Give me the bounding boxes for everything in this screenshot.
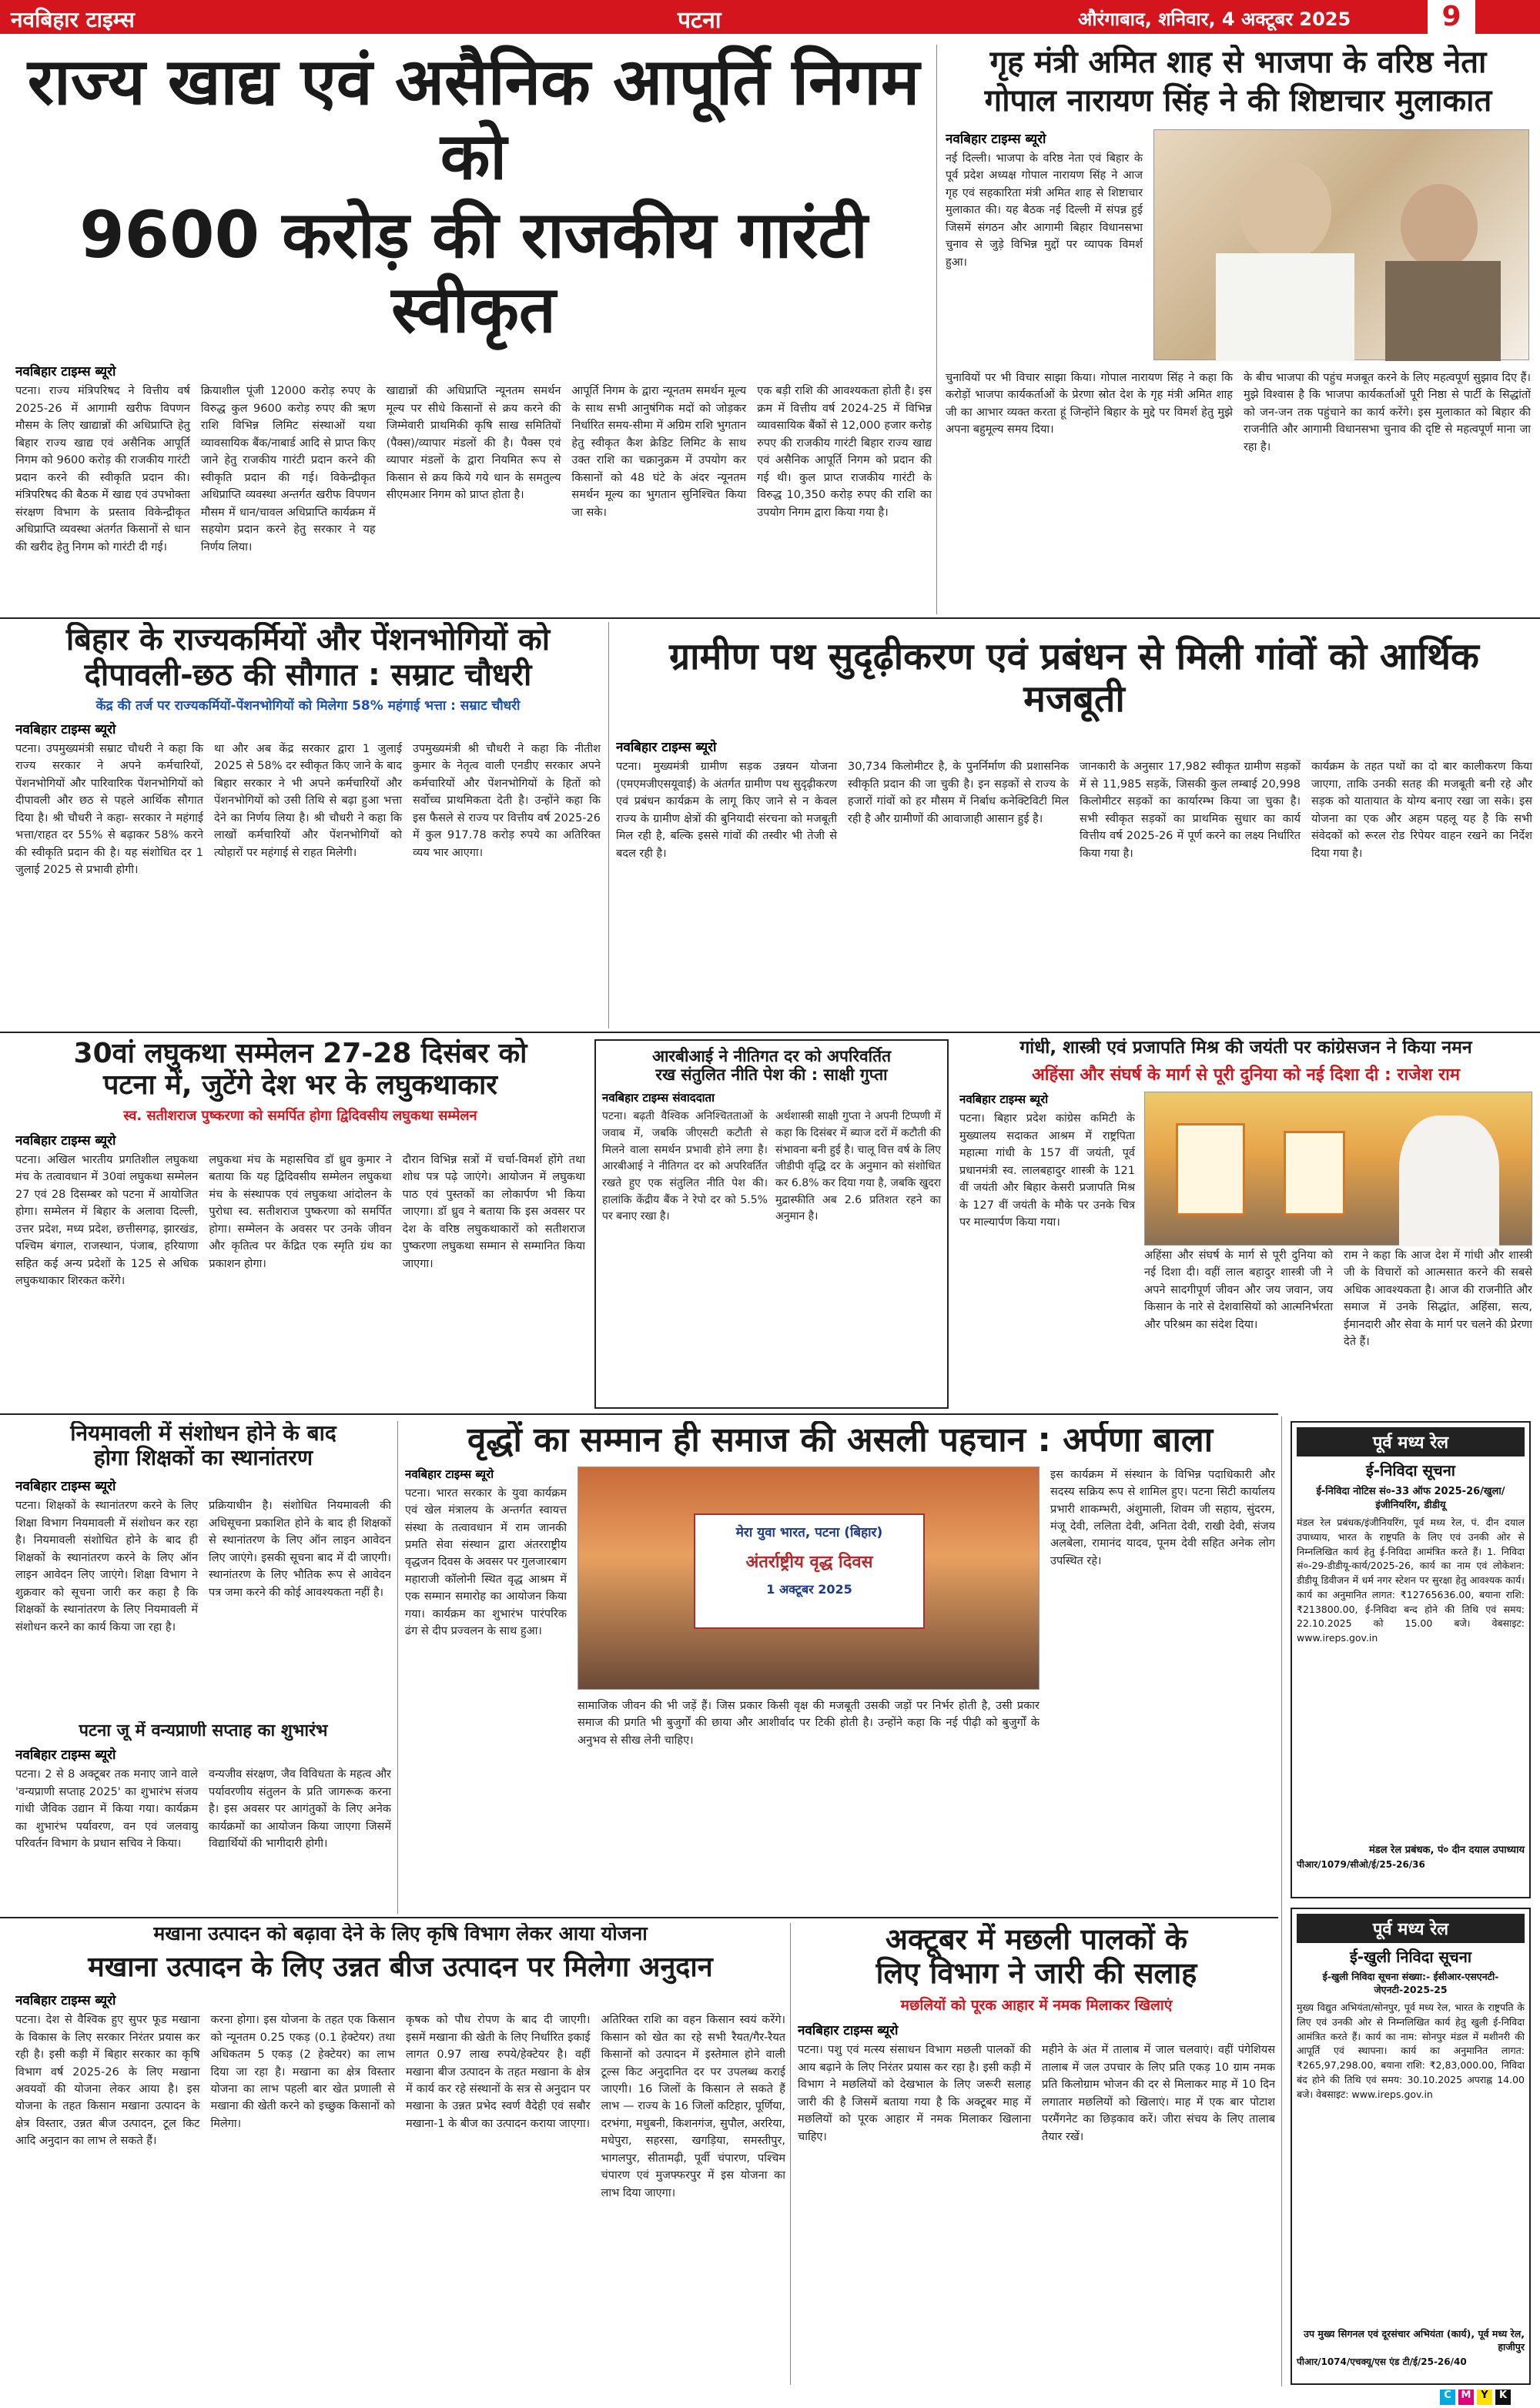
makhana-story bbox=[15, 1923, 785, 2385]
notice-body: मुख्य विद्युत अभियंता/सोनपुर, पूर्व मध्य रेल, भारत के राष्ट्रपति के लिए एवं उनकी ओर से निम्नलिखित कार्य हेतु खुली ई-निविदा आमंत्रित करते हैं। कार्य का नाम: सोनपुर मंडल में मशीनरी की आपूर्ति एवं स्थापना। कार्य का अनुमानित लागत: ₹265,97,298.00, बयाना राशि: ₹2,83,000.00, निविदा बंद होने की तिथि एवं समय: 30.10.2025 अपराह्न 14.00 बजे। वेबसाइट: www.ireps.gov.in bbox=[1297, 2002, 1525, 2100]
notice-railway-name: पूर्व मध्य रेल bbox=[1297, 1914, 1525, 1943]
rural-roads-headline: ग्रामीण पथ सुदृढ़ीकरण एवं प्रबंधन से मिली गांवों को आर्थिक मजबूती bbox=[669, 635, 1479, 721]
article-column: पटना। बिहार प्रदेश कांग्रेस कमिटी के मुख्यालय सदाकत आश्रम में राष्ट्रपिता महात्मा गांधी के 157 वीं जयंती, पूर्व प्रधानमंत्री स्व. लालबहादुर शास्त्री के 121 वीं जयंती और बिहार केसरी प्रजापति मिश्र के 127 वीं जयंती के मौके पर उनके चित्र पर माल्यार्पण किया गया। bbox=[959, 1112, 1135, 1229]
article-column: नई दिल्ली। भाजपा के वरिष्ठ नेता एवं बिहार के पूर्व प्रदेश अध्यक्ष गोपाल नारायण सिंह ने आज गृह एवं सहकारिता मंत्री अमित शाह से शिष्टाचार मुलाकात की। यह बैठक नई दिल्ली में संपन्न हुई जिसमें संगठन और आगामी बिहार विधानसभा चुनाव से जुड़े विभिन्न मुद्दों पर व्यापक विमर्श हुआ। bbox=[946, 152, 1143, 269]
diwali-story bbox=[15, 622, 601, 1028]
article-column: वन्यजीव संरक्षण, जैव विविधता के महत्व और पर्यावरणीय संतुलन के प्रति जागरूक करना है। इस अवसर पर आगंतुकों के लिए अनेक कार्यक्रमों का आयोजन किया जाएगा जिसमें विद्यार्थियों की भागीदारी होगी। bbox=[209, 1768, 391, 1851]
section-divider bbox=[0, 1413, 1278, 1415]
cmyk-yellow: Y bbox=[1477, 2390, 1492, 2405]
article-column: के बीच भाजपा की पहुंच मजबूत करने के लिए महत्वपूर्ण सुझाव दिए हैं। मुझे विश्वास है कि भाजपा कार्यकर्ताओं पूरी निष्ठा से पार्टी के सिद्धांतों को जन-जन तक पहुंचाने का कार्य करेंगे। इस मुलाकात को बिहार की राजनीति और आगामी विधानसभा चुनाव की दृष्टि से महत्वपूर्ण माना जा रहा है। bbox=[1244, 372, 1531, 453]
event-banner bbox=[694, 1513, 925, 1629]
makhana-headline-line2: मखाना उत्पादन के लिए उन्नत बीज उत्पादन पर मिलेगा अनुदान bbox=[88, 1951, 713, 1983]
column-divider bbox=[608, 622, 609, 1028]
meeting-photo bbox=[1153, 129, 1529, 360]
notice-signoff: मंडल रेल प्रबंधक, पं० दीन दयाल उपाध्याय bbox=[1368, 1844, 1525, 1856]
article-column: खाद्यान्नों की अधिप्राप्ति न्यूनतम समर्थन मूल्य पर सीधे किसानों से क्रय करने की जिम्मेवारी प्राथमिकी कृषि साख समितियों (पैक्स)/व्यापार मंडलों की है। पैक्स एवं व्यापार मंडलों के द्वारा नियमित रूप से किसान से क्रय किये गये धान के समतुल्य सीएमआर निगम को प्राप्त होता है। bbox=[386, 385, 561, 502]
article-column: चुनावियों पर भी विचार साझा किया। गोपाल नारायण सिंह ने कहा कि करोड़ों भाजपा कार्यकर्ताओं के प्रेरणा स्रोत देश के गृह मंत्री अमित शाह जी का आभार व्यक्त करता हूं जिन्होंने बिहार के मुद्दे पर विमर्श हेतु मुझे अपना बहुमूल्य समय दिया। bbox=[946, 372, 1233, 436]
zoo-story bbox=[15, 1721, 391, 1914]
section-divider bbox=[0, 1917, 1278, 1918]
rbi-story bbox=[594, 1039, 949, 1409]
laghukatha-headline-line1: 30वां लघुकथा सम्मेलन 27-28 दिसंबर को bbox=[73, 1038, 527, 1069]
cmyk-magenta: M bbox=[1458, 2390, 1474, 2405]
laghukatha-story bbox=[15, 1038, 585, 1409]
notice-railway-name: पूर्व मध्य रेल bbox=[1297, 1427, 1525, 1457]
article-column: पटना। मुख्यमंत्री ग्रामीण सड़क उन्नयन योजना (एमएमजीएसयूवाई) के अंतर्गत ग्रामीण पथ सुदृढ़ीकरण एवं प्रबंधन कार्यक्रम के लागू किए जाने से न केवल राज्य के ग्रामीण क्षेत्रों की बुनियादी संरचना को मजबूती मिल रही है, बल्कि इससे गांवों की तस्वीर भी तेजी से बदल रही है। bbox=[616, 761, 837, 860]
byline: नवबिहार टाइम्स ब्यूरो bbox=[798, 2023, 899, 2039]
article-column: पटना। 2 से 8 अक्टूबर तक मनाए जाने वाले 'वन्यप्राणी सप्ताह 2025' का शुभारंभ संजय गांधी जैविक उद्यान में किया गया। कार्यक्रम का शुभारंभ पर्यावरण, वन एवं जलवायु परिवर्तन विभाग के प्रधान सचिव ने किया। bbox=[15, 1768, 198, 1851]
article-column: 30,734 किलोमीटर है, के पुनर्निर्माण की प्रशासनिक स्वीकृति प्रदान की जा चुकी है। इन सड़कों से राज्य के हजारों गांवों को हर मौसम में निर्बाध कनेक्टिविटी मिल रही है और ग्रामीणों की आवाजाही आसान हुई है। bbox=[848, 761, 1069, 825]
lead-story bbox=[15, 45, 932, 614]
rbi-headline-line1: आरबीआई ने नीतिगत दर को अपरिवर्तित bbox=[651, 1047, 892, 1065]
elders-story bbox=[405, 1421, 1275, 1914]
article-column: क्रियाशील पूंजी 12000 करोड़ रुपए के विरुद्ध कुल 9600 करोड़ रुपए की ऋण राशि विभिन्न लिमिट संस्थाओं यथा व्यावसायिक बैंक/नाबार्ड आदि से प्राप्त किए जाने हेतु राजकीय गारंटी प्रदान करने की स्वीकृति प्रदान की गई। विकेन्द्रीकृत अधिप्राप्ति व्यवस्था अन्तर्गत खरीफ विपणन मौसम में धान/चावल अधिप्राप्ति कार्यक्रम में सहयोग प्रदान करने हेतु सरकार ने यह निर्णय लिया। bbox=[200, 385, 376, 554]
article-column: कृषक को पौध रोपण के बाद दी जाएगी। इसमें मखाना की खेती के लिए निर्धारित इकाई लागत 0.97 लाख रुपये/हेक्टेयर है। वहीं मखाना बीज उत्पादन के तहत मखाना के क्षेत्र में कार्य कर रहे संस्थानों के सत्र से अनुदान पर मखाना के उन्नत प्रभेद स्वर्ण वैदेही एवं सबौर मखाना-1 के बीज का उत्पादन कराया जाएगा। bbox=[406, 2014, 591, 2130]
byline: नवबिहार टाइम्स ब्यूरो bbox=[15, 1993, 116, 2009]
article-column: जानकारी के अनुसार 17,982 स्वीकृत ग्रामीण सड़कों में से 11,985 सड़कें, जिसकी कुल लम्बाई 20,998 किलोमीटर सड़कों का कार्यारम्भ किया जा चुका है। सभी स्वीकृत सड़कों का प्राथमिक सुधार का कार्य वित्तीय वर्ष 2025-26 में पूर्ण करने का लक्ष्य निर्धारित किया गया है। bbox=[1080, 761, 1301, 860]
article-column: एक बड़ी राशि की आवश्यकता होती है। इस क्रम में वित्तीय वर्ष 2024-25 में विभिन्न व्यावसायिक बैंकों से 12,000 हजार करोड़ रुपए की राजकीय गारंटी बिहार राज्य खाद्य एवं असैनिक आपूर्ति निगम को प्रदान की गई थी। कुल प्राप्त राजकीय गारंटी के विरुद्ध 10,350 करोड़ रुपए की राशि का उपयोग निगम द्वारा किया गया है। bbox=[757, 385, 932, 519]
article-column: प्रक्रियाधीन है। संशोधित नियमावली की अधिसूचना प्रकाशित होने के बाद ही शिक्षकों से स्थानांतरण के लिए ऑन लाइन आवेदन लिए जाएंगे। इसकी सूचना बाद में दी जाएगी। स्थानांतरण के लिए भौतिक रूप से आवेदन पत्र जमा करने की कोई आवश्यकता नहीं है। bbox=[209, 1500, 391, 1599]
article-column: पटना। अखिल भारतीय प्रगतिशील लघुकथा मंच के तत्वावधान में 30वां लघुकथा सम्मेलन 27 एवं 28 दिसम्बर को पटना में आयोजित होगा। सम्मेलन में बिहार के अलावा दिल्ली, उत्तर प्रदेश, मध्य प्रदेश, छत्तीसगढ़, झारखंड, पश्चिम बंगाल, राजस्थान, पंजाब, हरियाणा सहित कई अन्य प्रदेशों के 125 से अधिक लघुकथाकार शिरकत करेंगे। bbox=[15, 1153, 199, 1288]
cmyk-black: K bbox=[1495, 2390, 1511, 2405]
tender-notice-1 bbox=[1291, 1421, 1531, 1898]
notice-signoff: उप मुख्य सिगनल एवं दूरसंचार अभियंता (कार्य), पूर्व मध्य रेल, हाजीपुर bbox=[1304, 2328, 1525, 2353]
byline: नवबिहार टाइम्स ब्यूरो bbox=[946, 132, 1046, 147]
elders-headline: वृद्धों का सम्मान ही समाज की असली पहचान : अर्पणा बाला bbox=[467, 1421, 1214, 1460]
article-column: पटना। पशु एवं मत्स्य संसाधन विभाग मछली पालकों की आय बढ़ाने के लिए निरंतर प्रयास कर रहा है। इसी कड़ी में विभाग ने मछलियों को देखभाल के लिए जरूरी सलाह जारी की है जिसमें बताया गया है कि अक्टूबर माह में मछलियों को पूरक आहार में नमक मिलाकर खिलाना चाहिए। bbox=[798, 2044, 1031, 2143]
article-column: करना होगा। इस योजना के तहत एक किसान को न्यूनतम 0.25 एकड़ (0.1 हेक्टेयर) तथा अधिकतम 5 एकड़ (2 हेक्टेयर) का लाभ दिया जा रहा है। मखाना का क्षेत्र विस्तार योजना का लाभ पहली बार खेत प्रणाली से मखाना की खेती करने को इच्छुक किसानों को मिलेगा। bbox=[210, 2014, 395, 2130]
byline: नवबिहार टाइम्स ब्यूरो bbox=[15, 364, 116, 380]
fish-headline-line2: लिए विभाग ने जारी की सलाह bbox=[875, 1955, 1197, 1990]
article-column: अहिंसा और संघर्ष के मार्ग से पूरी दुनिया को नई दिशा दी। वहीं लाल बहादुर शास्त्री जी ने अपने सादगीपूर्ण जीवन और जय जवान, जय किसान के नारे से देशवासियों को आत्मनिर्भरता और परिश्रम का संदेश दिया। bbox=[1144, 1249, 1333, 1331]
dateline: औरंगाबाद, शनिवार, 4 अक्टूबर 2025 bbox=[1078, 8, 1351, 30]
notice-reference: ई-निविदा नोटिस सं०-33 ऑफ 2025-26/खुला/इंजीनियरिंग, डीडीयू bbox=[1316, 1486, 1505, 1511]
article-column: पटना। उपमुख्यमंत्री सम्राट चौधरी ने कहा कि राज्य सरकार ने अपने कर्मचारियों, पेंशनभोगियों और पारिवारिक पेंशनभोगियों को दीपावली और छठ से पहले आर्थिक सौगात दिया है। श्री चौधरी ने कहा- सरकार ने महंगाई भत्ता/राहत दर 55% से बढ़ाकर 58% करने की स्वीकृति प्रदान की है। यह संशोधित दर 1 जुलाई 2025 से प्रभावी होगी। bbox=[15, 743, 203, 877]
diwali-headline-line2: दीपावली-छठ की सौगात : सम्राट चौधरी bbox=[84, 657, 532, 693]
column-divider bbox=[1281, 1416, 1282, 2386]
cmyk-cyan: C bbox=[1440, 2390, 1455, 2405]
banner-line: 1 अक्टूबर 2025 bbox=[766, 1581, 852, 1597]
column-divider bbox=[397, 1421, 398, 1914]
article-column: पटना। बढ़ती वैश्विक अनिश्चितताओं के जवाब में, जबकि जीएसटी कटौती से मिलने वाला समर्थन प्रभावी होने लगा है। आरबीआई ने नीतिगत दर को अपरिवर्तित रखते हुए एक संतुलित नीति पेश की। हालांकि केंद्रीय बैंक ने रेपो दर को 5.5% पर बनाए रखा है। bbox=[602, 1110, 768, 1223]
column-divider bbox=[936, 45, 937, 614]
section-divider bbox=[0, 1032, 1540, 1033]
masthead-bar bbox=[0, 0, 1540, 34]
gandhi-subhead: अहिंसा और संघर्ष के मार्ग से पूरी दुनिया को नई दिशा दी : राजेश राम bbox=[1032, 1065, 1460, 1085]
article-column: लघुकथा मंच के महासचिव डॉ ध्रुव कुमार ने बताया कि यह द्विदिवसीय सम्मेलन लघुकथा मंच के संस्थापक एवं लघुकथा आंदोलन के पुरोधा स्व. सतीशराज पुष्करणा को समर्पित होगा। सम्मेलन के अवसर पर उनके जीवन और कृतित्व पर केंद्रित एक स्मृति ग्रंथ का प्रकाशन होगा। bbox=[209, 1153, 392, 1270]
byline: नवबिहार टाइम्स ब्यूरो bbox=[616, 740, 717, 756]
lead-headline-line2: 9600 करोड़ की राजकीय गारंटी स्वीकृत bbox=[79, 197, 868, 347]
article-column: आपूर्ति निगम के द्वारा न्यूनतम समर्थन मूल्य के साथ सभी आनुषंगिक मदों को जोड़कर निर्धारित समय-सीमा में अग्रिम राशि भुगतान हेतु स्वीकृत कैश क्रेडिट लिमिट के साथ उक्त राशि का चक्रानुक्रम में उपयोग कर किसानों को 48 घंटे के अंदर न्यूनतम समर्थन मूल्य का भुगतान सुनिश्चित किया जा सके। bbox=[571, 385, 747, 519]
article-column: दौरान विभिन्न सत्रों में चर्चा-विमर्श होंगे तथा शोध पत्र पढ़े जाएंगे। आयोजन में लघुकथा पाठ एवं पुस्तकों का लोकार्पण भी किया जाएगा। डॉ ध्रुव ने बताया कि इस अवसर पर देश के वरिष्ठ लघुकथाकारों को सतीशराज पुष्करणा लघुकथा सम्मान से सम्मानित किया जाएगा। bbox=[402, 1153, 585, 1270]
byline: नवबिहार टाइम्स ब्यूरो bbox=[15, 1747, 116, 1764]
lead-headline-line1: राज्य खाद्य एवं असैनिक आपूर्ति निगम को bbox=[27, 45, 920, 194]
registration-marks bbox=[1440, 2390, 1525, 2405]
notice-reference: ई-खुली निविदा सूचना संख्या:- ईसीआर-एसएनटी-जेएनटी-2025-25 bbox=[1322, 1971, 1499, 1995]
fish-subhead: मछलियों को पूरक आहार में नमक मिलाकर खिलाएं bbox=[900, 1997, 1173, 2015]
byline: नवबिहार टाइम्स संवाददाता bbox=[602, 1091, 715, 1105]
gandhi-headline: गांधी, शास्त्री एवं प्रजापति मिश्र की जयंती पर कांग्रेसजन ने किया नमन bbox=[1019, 1038, 1472, 1058]
article-column: अर्थशास्त्री साक्षी गुप्ता ने अपनी टिप्पणी में कहा कि दिसंबर में ब्याज दरों में कटौती की संभावना बनी हुई है। चालू वित्त वर्ष के लिए जीडीपी वृद्धि दर के अनुमान को संशोधित कर 6.8% कर दिया गया है, जबकि खुदरा मुद्रास्फीति अब 2.6 प्रतिशत रहने का अनुमान है। bbox=[775, 1110, 941, 1223]
byline: नवबिहार टाइम्स ब्यूरो bbox=[15, 722, 116, 737]
page-number-text: 9 bbox=[1441, 1, 1461, 32]
notice-code: पीआर/1074/एचक्यू/एस एंड टी/ई/25-26/40 bbox=[1297, 2356, 1467, 2367]
article-column: महीने के अंत में तालाब में जाल चलवाएं। वहीं पंगेशियस तालाब में जल उपचार के लिए प्रति एकड़ 10 ग्राम नमक प्रति किलोग्राम भोजन की दर से मिलाकर माह में 10 दिन लगातार मछलियों को खिलाएं। माह में एक बार पोटाश परमैंगनेट का छिड़काव करें। जीरा संचय के लिए तालाब तैयार रखें। bbox=[1042, 2044, 1275, 2143]
teachers-headline-line2: होगा शिक्षकों का स्थानांतरण bbox=[93, 1445, 313, 1471]
notice-title: ई-निविदा सूचना bbox=[1366, 1461, 1455, 1480]
article-column: पटना। देश से वैश्विक हुए सुपर फूड मखाना के विकास के लिए सरकार निरंतर प्रयास कर रही है। इसी कड़ी में बिहार सरकार का कृषि विभाग वर्ष 2025-26 के लिए मखाना अवयवों की योजना लेकर आया है। इस योजना के तहत किसान मखाना उत्पादन के क्षेत्र विस्तार, उन्नत बीज उत्पादन, टूल किट आदि अनुदान का लाभ ले सकते हैं। bbox=[15, 2014, 200, 2148]
byline: नवबिहार टाइम्स ब्यूरो bbox=[959, 1092, 1049, 1107]
notice-body: मंडल रेल प्रबंधक/इंजीनियरिंग, पूर्व मध्य रेल, पं. दीन दयाल उपाध्याय, भारत के राष्ट्रपति के लिए एवं उनकी ओर से निम्नलिखित कार्य हेतु ई-निविदा आमंत्रित करते हैं। 1. निविदा सं०-29-डीडीयू-कार्य/2025-26, कार्य का नाम एवं लोकेशन: डीडीयू डिवीजन में धर्म नगर स्टेशन पर सुरक्षा हेतु आवश्यक कार्य। कार्य का अनुमानित लागत: ₹12765636.00, बयाना राशि: ₹213800.00, ई-निविदा बन्द होने की तिथि एवं समय: 22.10.2025 को 15.00 बजे। वेबसाइट: www.ireps.gov.in bbox=[1297, 1517, 1525, 1644]
article-column: पटना। भारत सरकार के युवा कार्यक्रम एवं खेल मंत्रालय के अन्तर्गत स्वायत्त संस्था के तत्वावधान में राम जानकी प्रमति सेवा संस्थान द्वारा अंतरराष्ट्रीय वृद्धजन दिवस के अवसर पर गुलजारबाग महाराजी कॉलोनी स्थित वृद्ध आश्रम में एक सम्मान समारोह का आयोजन किया गया। कार्यक्रम का शुभारंभ पारंपरिक ढंग से दीप प्रज्वलन के साथ हुआ। bbox=[405, 1487, 567, 1638]
notice-title: ई-खुली निविदा सूचना bbox=[1349, 1948, 1472, 1966]
section-label: पटना bbox=[678, 7, 721, 34]
byline: नवबिहार टाइम्स ब्यूरो bbox=[15, 1132, 116, 1149]
amit-shah-headline-line1: गृह मंत्री अमित शाह से भाजपा के वरिष्ठ नेता bbox=[989, 45, 1487, 80]
article-column: था और अब केंद्र सरकार द्वारा 1 जुलाई 2025 से 58% दर स्वीकृत किए जाने के बाद बिहार सरकार ने भी अपने कर्मचारियों और पेंशनभोगियों को उसी तिथि से बढ़ा हुआ भत्ता देने का निर्णय लिया है। श्री चौधरी ने कहा कि लाखों कर्मचारियों और पेंशनभोगियों को त्योहारों पर महंगाई से राहत मिलेगी। bbox=[214, 743, 402, 859]
teachers-story bbox=[15, 1421, 391, 1714]
makhana-headline-line1: मखाना उत्पादन को बढ़ावा देने के लिए कृषि विभाग लेकर आया योजना bbox=[153, 1923, 648, 1945]
elders-photo bbox=[578, 1467, 1040, 1690]
laghukatha-subhead: स्व. सतीशराज पुष्करणा को समर्पित होगा द्विदिवसीय लघुकथा सम्मेलन bbox=[123, 1107, 477, 1124]
rbi-headline-line2: रख संतुलित नीति पेश की : साक्षी गुप्ता bbox=[655, 1065, 888, 1085]
paper-name: नवबिहार टाइम्स bbox=[11, 7, 135, 32]
page-number bbox=[1428, 0, 1475, 34]
diwali-headline-line1: बिहार के राज्यकर्मियों और पेंशनभोगियों को bbox=[65, 622, 551, 657]
fish-headline-line1: अक्टूबर में मछली पालकों के bbox=[885, 1923, 1188, 1956]
article-column: सामाजिक जीवन की भी जड़ें हैं। जिस प्रकार किसी वृक्ष की मजबूती उसकी जड़ों पर निर्भर होती है, उसी प्रकार समाज की प्रगति भी बुजुर्गों की छाया और आशीर्वाद पर टिकी होती है। उन्होंने कहा कि नई पीढ़ी को बुजुर्गों के अनुभव से सीख लेनी चाहिए। bbox=[578, 1699, 1040, 1747]
byline: नवबिहार टाइम्स ब्यूरो bbox=[15, 1479, 116, 1495]
laghukatha-headline-line2: पटना में, जुटेंगे देश भर के लघुकथाकार bbox=[102, 1069, 498, 1102]
amit-shah-headline-line2: गोपाल नारायण सिंह ने की शिष्टाचार मुलाकात bbox=[984, 83, 1492, 119]
article-column: राम ने कहा कि आज देश में गांधी और शास्त्री जी के विचारों को आत्मसात करने की सबसे अधिक आवश्यकता है। आज की राजनीति और समाज में उनके सिद्धांत, अहिंसा, सत्य, ईमानदारी और सेवा के मार्ग पर चलने की प्रेरणा देते हैं। bbox=[1344, 1249, 1532, 1349]
rural-roads-story bbox=[616, 622, 1532, 1028]
tribute-photo bbox=[1144, 1092, 1532, 1246]
teachers-headline-line1: नियमावली में संशोधन होने के बाद bbox=[70, 1421, 336, 1446]
amit-shah-story bbox=[946, 45, 1531, 614]
banner-line: अंतर्राष्ट्रीय वृद्ध दिवस bbox=[745, 1552, 873, 1572]
zoo-headline: पटना जू में वन्यप्राणी सप्ताह का शुभारंभ bbox=[79, 1721, 328, 1741]
section-divider bbox=[0, 617, 1540, 619]
article-column: अतिरिक्त राशि का वहन किसान स्वयं करेंगे। किसान को खेत का रहे सभी रैयत/गैर-रैयत किसानों को उत्पादन में इस्तेमाल होने वाली टूल्स किट अनुदानित दर पर उपलब्ध कराई जाएगी। 16 जिलों के किसान ले सकते हैं लाभ — राज्य के 16 जिलों कटिहार, पूर्णिया, दरभंगा, मधुबनी, किशनगंज, सुपौल, अररिया, मधेपुरा, सहरसा, खगड़िया, समस्तीपुर, भागलपुर, सीतामढ़ी, पूर्वी चंपारण, पश्चिम चंपारण एवं मुजफ्फरपुर में इस योजना का लाभ दिया जाएगा। bbox=[601, 2014, 785, 2199]
article-column: कार्यक्रम के तहत पथों का दो बार कालीकरण किया जाएगा, ताकि उनकी सतह की मजबूती बनी रहे और सड़क को यातायात के योग्य बनाए रखा जा सके। इस योजना का एक और अहम पहलू यह है कि सभी संवेदकों को रूरल रोड रिपेयर वाहन रखने का निर्देश दिया गया है। bbox=[1311, 761, 1532, 860]
article-column: इस कार्यक्रम में संस्थान के विभिन्न पदाधिकारी और सदस्य सक्रिय रूप से शामिल हुए। पटना सिटी कार्यालय प्रभारी शाकम्भरी, अंशुमाली, शिवम जी सहाय, सुंदरम, मंजू देवी, ललिता देवी, अनिता देवी, राखी देवी, संजय अलबेला, रामानंद यादव, पूनम देवी सहित अनेक लोग उपस्थित रहे। bbox=[1050, 1468, 1275, 1567]
column-divider bbox=[790, 1923, 791, 2385]
notice-code: पीआर/1079/सीओ/ई/25-26/36 bbox=[1297, 1859, 1425, 1870]
fish-story bbox=[798, 1923, 1275, 2385]
gandhi-story bbox=[959, 1038, 1532, 1409]
tender-notice-2 bbox=[1291, 1908, 1531, 2385]
article-column: पटना। राज्य मंत्रिपरिषद ने वित्तीय वर्ष 2025-26 में आगामी खरीफ विपणन मौसम के लिए खाद्यान्नों की अधिप्राप्ति हेतु बिहार राज्य खाद्य एवं असैनिक आपूर्ति निगम को 9600 करोड़ की राजकीय गारंटी प्रदान करने की स्वीकृति प्रदान की। मंत्रिपरिषद की बैठक में खाद्य एवं उपभोक्ता संरक्षण विभाग के प्रस्ताव विकेन्द्रीकृत अधिप्राप्ति व्यवस्था अंतर्गत किसानों से धान की खरीद हेतु निगम को गारंटी दी गई। bbox=[15, 385, 190, 554]
banner-line: मेरा युवा भारत, पटना (बिहार) bbox=[735, 1524, 883, 1540]
byline: नवबिहार टाइम्स ब्यूरो bbox=[405, 1467, 494, 1481]
diwali-subhead: केंद्र की तर्ज पर राज्यकर्मियों-पेंशनभोगियों को मिलेगा 58% महंगाई भत्ता : सम्राट चौधरी bbox=[95, 698, 521, 714]
article-column: उपमुख्यमंत्री श्री चौधरी ने कहा कि नीतीश कुमार के नेतृत्व वाली एनडीए सरकार अपने कर्मचारियों और पेंशनभोगियों के हितों को सर्वोच्च प्राथमिकता देती है। उन्होंने कहा कि इस फैसले से राज्य पर वित्तीय वर्ष 2025-26 में कुल 917.78 करोड़ रुपये का अतिरिक्त व्यय भार आएगा। bbox=[413, 743, 601, 859]
article-column: पटना। शिक्षकों के स्थानांतरण करने के लिए शिक्षा विभाग नियमावली में संशोधन कर रहा है। नियमावली संशोधित होने के बाद ही शिक्षकों के स्थानांतरण करने के लिए ऑन लाइन आवेदन लिए जाएंगे। शिक्षा विभाग ने शुक्रवार को सूचना जारी कर कहा है कि शिक्षकों के स्थानांतरण के लिए नियमावली में संशोधन करने का कार्य किया जा रहा है। bbox=[15, 1500, 198, 1634]
